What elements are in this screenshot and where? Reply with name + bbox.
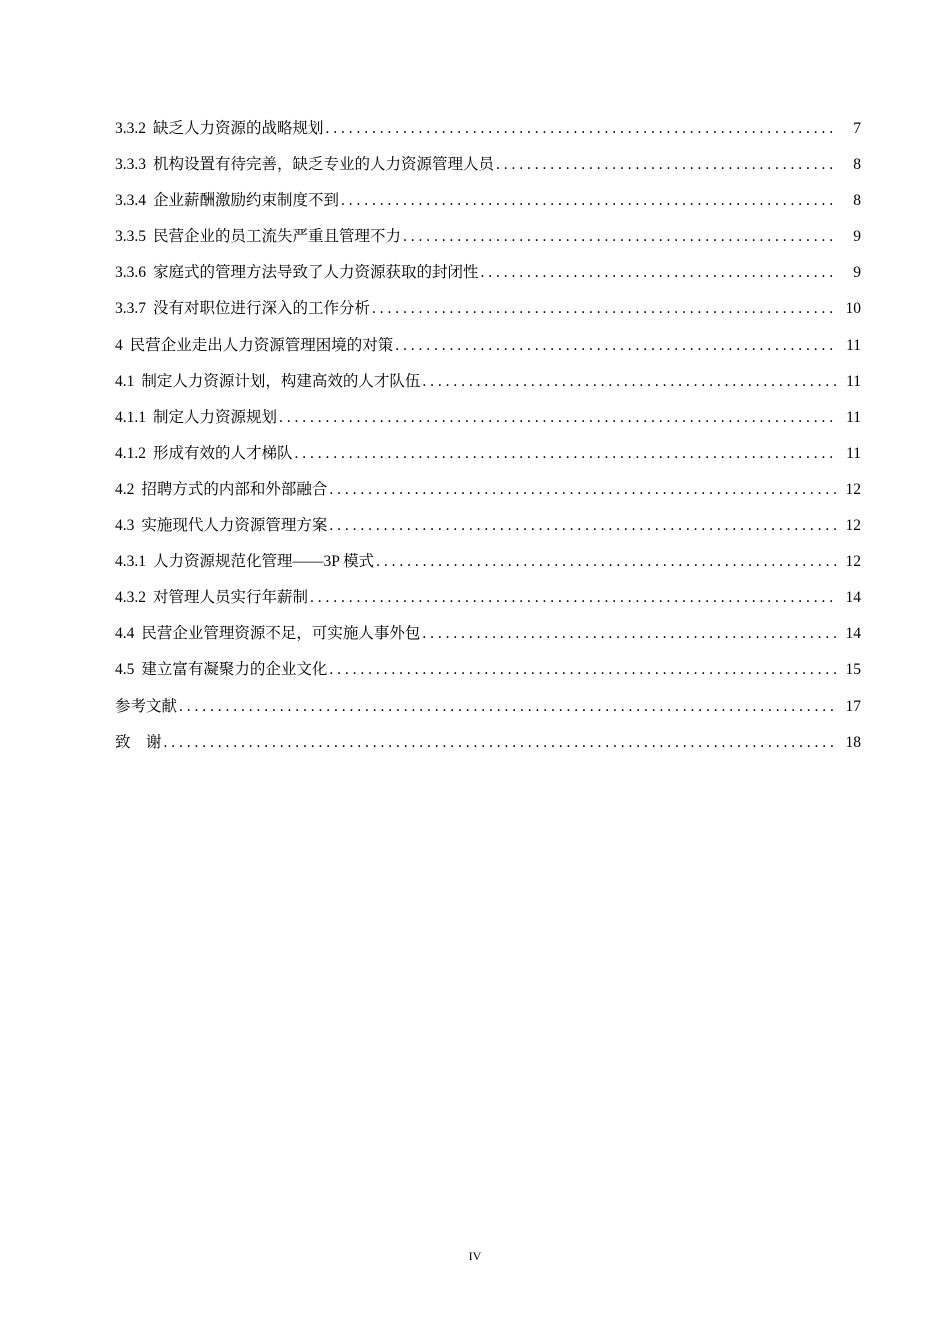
toc-dot-leader (329, 479, 837, 501)
toc-entry-page: 8 (853, 192, 861, 210)
toc-dot-leader (403, 226, 837, 248)
toc-entry-number: 3.3.5 (115, 228, 146, 246)
toc-entry-title: 实施现代人力资源管理方案 (141, 517, 328, 535)
toc-entry[interactable] (115, 226, 861, 262)
toc-entry-number: 4.3.2 (115, 589, 146, 607)
toc-entry-title: 形成有效的人才梯队 (153, 444, 293, 462)
toc-entry-acknowledgements[interactable] (115, 732, 861, 768)
toc-entry-page: 17 (845, 697, 861, 715)
toc-entry-title: 致 谢 (115, 733, 162, 751)
toc-dot-leader (279, 407, 837, 429)
toc-entry-title: 建立富有凝聚力的企业文化 (141, 661, 328, 679)
toc-entry-page: 12 (845, 517, 861, 535)
toc-entry-title: 民营企业管理资源不足，可实施人事外包 (141, 625, 421, 643)
toc-dot-leader (179, 696, 837, 718)
toc-entry-page: 8 (853, 156, 861, 174)
toc-entry[interactable] (115, 371, 861, 407)
toc-entry-number: 4.1.2 (115, 444, 146, 462)
toc-dot-leader (376, 551, 837, 573)
toc-entry-number: 3.3.3 (115, 156, 146, 174)
toc-dot-leader (395, 335, 837, 357)
toc-dot-leader (326, 118, 837, 140)
toc-entry-number: 3.3.4 (115, 192, 146, 210)
toc-entry-number: 4.2 (115, 480, 135, 498)
toc-dot-leader (372, 298, 837, 320)
toc-entry-number: 4.1 (115, 372, 135, 390)
toc-entry-page: 18 (845, 733, 861, 751)
toc-entry-title: 民营企业的员工流失严重且管理不力 (153, 228, 402, 246)
toc-entry-title: 缺乏人力资源的战略规划 (153, 120, 324, 137)
table-of-contents (115, 118, 861, 768)
toc-entry-page: 11 (846, 372, 861, 390)
toc-entry-title: 参考文献 (115, 697, 178, 715)
toc-entry-page: 11 (846, 408, 861, 426)
toc-dot-leader (164, 732, 837, 754)
toc-dot-leader (481, 262, 837, 284)
toc-entry-page: 14 (845, 625, 861, 643)
toc-entry[interactable] (115, 154, 861, 190)
toc-dot-leader (496, 154, 837, 176)
toc-entry-title: 没有对职位进行深入的工作分析 (153, 300, 371, 318)
toc-dot-leader (341, 190, 837, 212)
toc-entry[interactable] (115, 623, 861, 659)
toc-entry-number: 4.3 (115, 517, 135, 535)
toc-entry[interactable] (115, 298, 861, 334)
toc-entry-page: 10 (845, 300, 861, 318)
toc-dot-leader (422, 623, 837, 645)
toc-entry-number: 3.3.2 (115, 120, 146, 137)
toc-entry-number: 4 (115, 336, 123, 354)
toc-entry[interactable] (115, 551, 861, 587)
toc-entry[interactable] (115, 407, 861, 443)
toc-entry[interactable] (115, 515, 861, 551)
toc-entry-number: 4.4 (115, 625, 135, 643)
toc-entry-page: 11 (846, 336, 861, 354)
toc-entry-number: 4.5 (115, 661, 135, 679)
toc-entry[interactable] (115, 335, 861, 371)
toc-entry[interactable] (115, 659, 861, 695)
toc-entry[interactable] (115, 479, 861, 515)
toc-entry-page: 9 (853, 228, 861, 246)
toc-entry-number: 3.3.7 (115, 300, 146, 318)
toc-dot-leader (329, 659, 837, 681)
toc-dot-leader (295, 443, 837, 465)
toc-entry-page: 12 (845, 480, 861, 498)
toc-entry-title: 家庭式的管理方法导致了人力资源获取的封闭性 (153, 264, 479, 282)
toc-entry[interactable] (115, 443, 861, 479)
toc-entry[interactable] (115, 262, 861, 298)
page-number-footer: IV (468, 1249, 482, 1263)
toc-dot-leader (329, 515, 837, 537)
toc-entry-title: 招聘方式的内部和外部融合 (141, 480, 328, 498)
toc-entry[interactable] (115, 587, 861, 623)
toc-entry-page: 9 (853, 264, 861, 282)
toc-dot-leader (310, 587, 837, 609)
toc-entry-title: 制定人力资源计划，构建高效的人才队伍 (141, 372, 421, 390)
toc-entry-number: 4.3.1 (115, 553, 146, 571)
toc-entry-page: 7 (853, 120, 861, 137)
toc-entry-page: 14 (845, 589, 861, 607)
toc-dot-leader (422, 371, 837, 393)
toc-entry-page: 15 (845, 661, 861, 679)
toc-entry-page: 12 (845, 553, 861, 571)
toc-entry[interactable] (115, 118, 861, 154)
toc-entry-title: 人力资源规范化管理——3P 模式 (153, 553, 375, 571)
toc-entry-title: 对管理人员实行年薪制 (153, 589, 309, 607)
toc-entry-references[interactable] (115, 696, 861, 732)
toc-entry-number: 4.1.1 (115, 408, 146, 426)
toc-entry-title: 制定人力资源规划 (153, 408, 278, 426)
toc-entry-title: 企业薪酬激励约束制度不到 (153, 192, 340, 210)
toc-entry-title: 民营企业走出人力资源管理困境的对策 (129, 336, 394, 354)
toc-entry-title: 机构设置有待完善，缺乏专业的人力资源管理人员 (153, 156, 495, 174)
toc-entry-number: 3.3.6 (115, 264, 146, 282)
toc-entry[interactable] (115, 190, 861, 226)
toc-entry-page: 11 (846, 444, 861, 462)
